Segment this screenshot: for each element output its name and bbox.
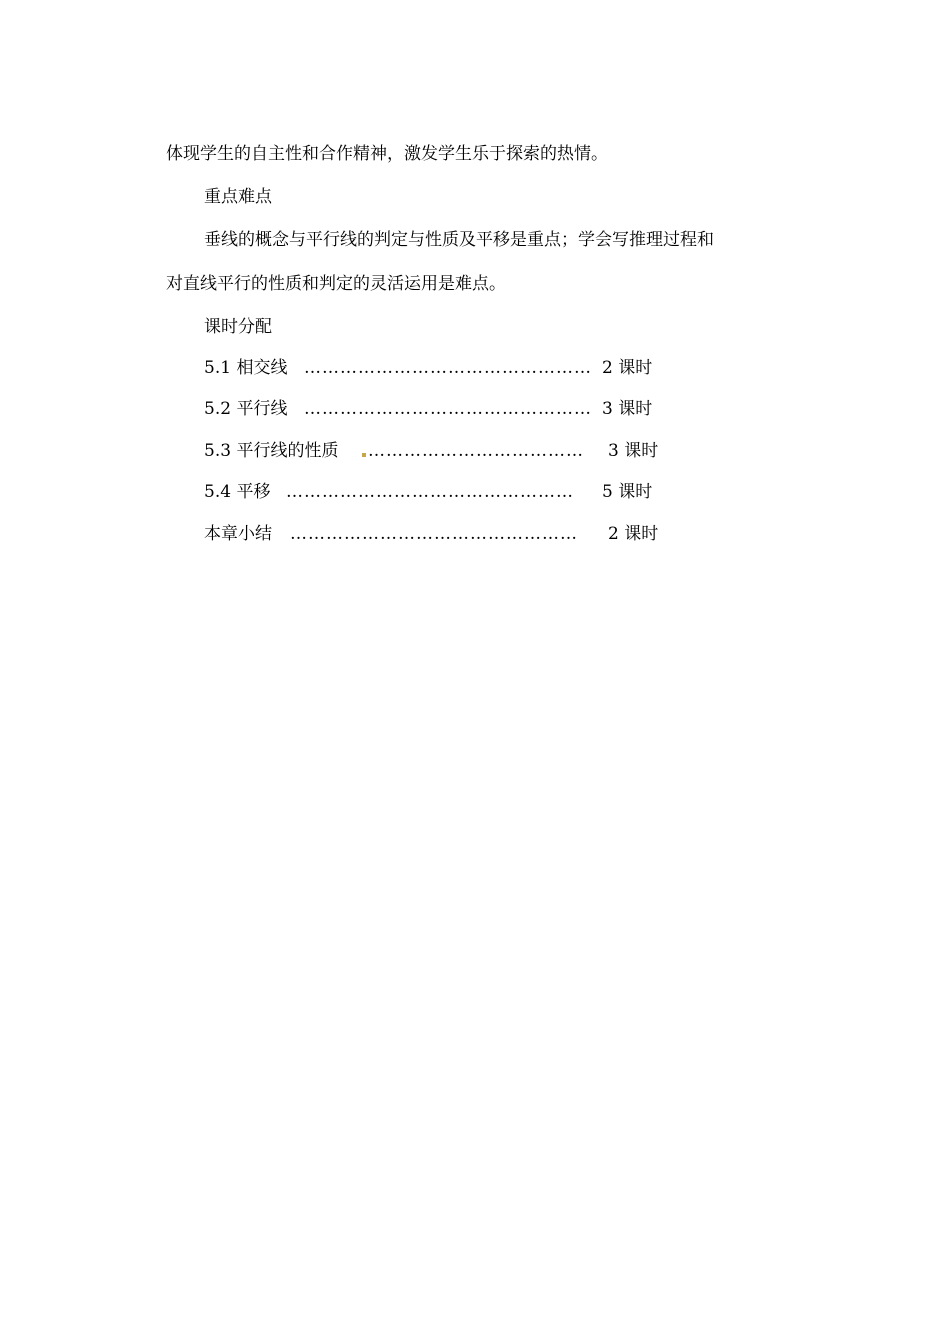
schedule-row-hours: 5 课时 <box>602 482 653 502</box>
marker-dot <box>362 453 366 457</box>
schedule-row <box>204 522 674 546</box>
schedule-row-leader: ………………………………………… <box>304 399 592 419</box>
schedule-row <box>204 480 664 504</box>
schedule-row-hours: 3 课时 <box>608 441 659 461</box>
schedule-row-hours: 3 课时 <box>602 399 653 419</box>
schedule-row-title: 5.4 平移 <box>204 482 271 502</box>
schedule-row-leader: ………………………………………… <box>304 358 592 378</box>
schedule-row-leader: ………………………………………… <box>290 524 578 544</box>
schedule-row <box>204 439 674 463</box>
key-points-line-2: 对直线平行的性质和判定的灵活运用是难点。 <box>166 274 506 294</box>
key-points-heading: 重点难点 <box>204 187 272 207</box>
schedule-row-leader: ………………………………………… <box>286 482 574 502</box>
schedule-heading: 课时分配 <box>204 317 272 337</box>
schedule-row-title: 5.3 平行线的性质 <box>204 441 339 461</box>
key-points-line-1: 垂线的概念与平行线的判定与性质及平移是重点；学会写推理过程和 <box>204 230 714 250</box>
schedule-row-title: 5.2 平行线 <box>204 399 288 419</box>
schedule-row <box>204 356 664 380</box>
schedule-row <box>204 397 664 421</box>
schedule-row-hours: 2 课时 <box>608 524 659 544</box>
schedule-row-leader: ……………………………… <box>368 441 584 461</box>
schedule-row-title: 5.1 相交线 <box>204 358 288 378</box>
intro-line: 体现学生的自主性和合作精神，激发学生乐于探索的热情。 <box>166 144 608 164</box>
schedule-row-hours: 2 课时 <box>602 358 653 378</box>
schedule-row-title: 本章小结 <box>204 524 272 544</box>
